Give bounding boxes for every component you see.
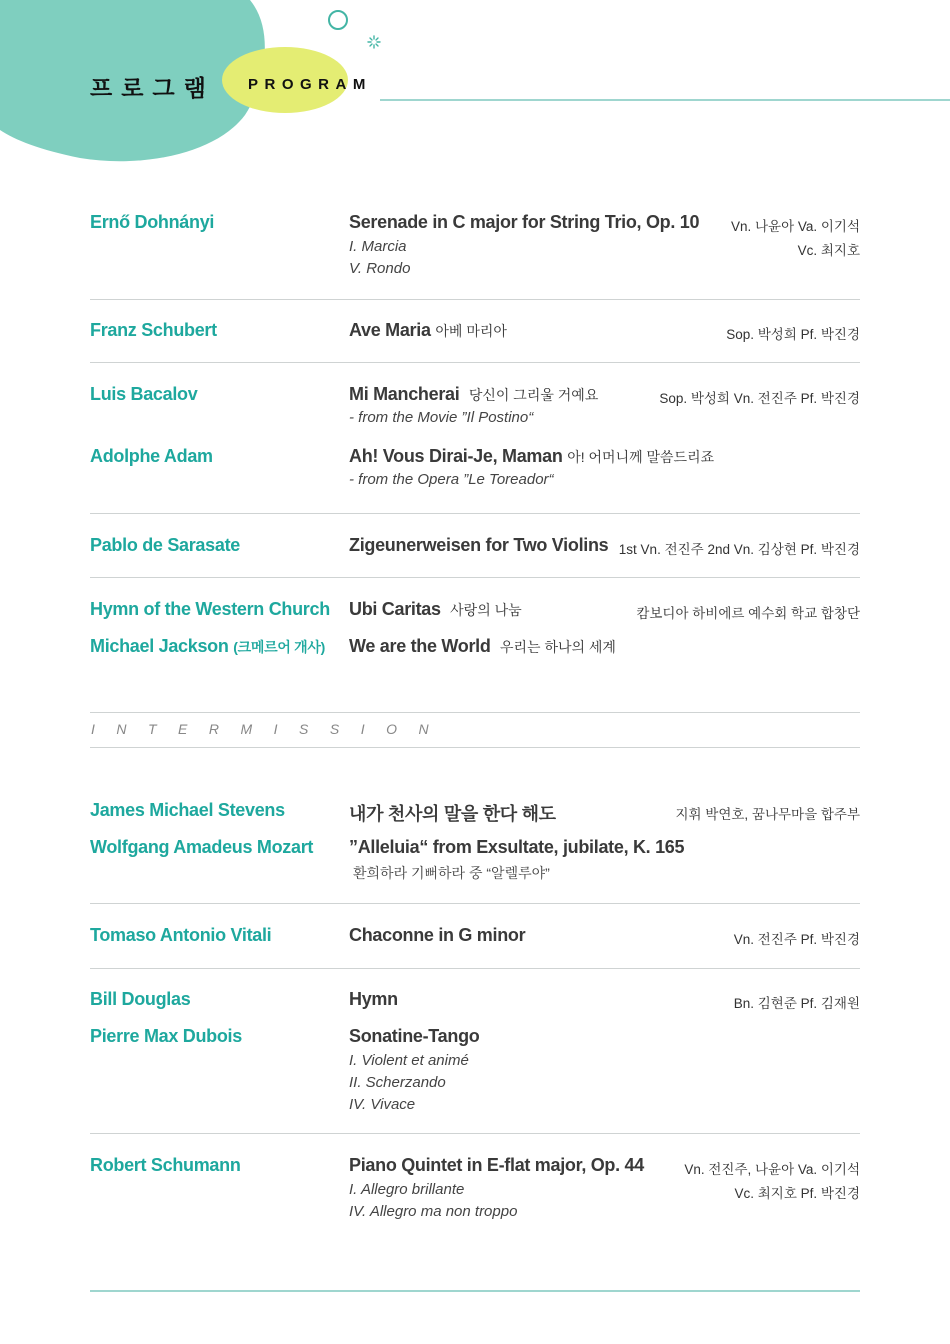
performers: Vn. 전진주 Pf. 박진경 <box>733 932 860 947</box>
intermission-label: INTERMISSION <box>91 721 451 737</box>
composer-name: Ernő Dohnányi <box>90 212 215 232</box>
sparkle-icon <box>368 36 380 48</box>
performers: Vc. 최지호 Pf. 박진경 <box>734 1186 860 1201</box>
performers: Vc. 최지호 <box>797 243 860 258</box>
piece-title <box>349 320 507 341</box>
page-title-english: PROGRAM <box>248 76 372 93</box>
composer-name: James Michael Stevens <box>90 800 285 820</box>
section-divider <box>90 577 860 578</box>
movement: II. Scherzando <box>349 1074 446 1091</box>
section-divider <box>90 903 860 904</box>
performers: 캄보디아 하비에르 예수회 학교 합창단 <box>636 606 860 621</box>
composer-name: Adolphe Adam <box>90 446 213 466</box>
piece-title-korean: 당신이 그리울 거예요 <box>468 387 599 403</box>
piece-subtitle: 환희하라 기뻐하라 중 “알렐루야” <box>353 865 550 881</box>
piece-title-korean: 사랑의 나눔 <box>450 602 522 618</box>
composer-name: Pierre Max Dubois <box>90 1026 242 1046</box>
movement: I. Violent et animé <box>349 1052 469 1069</box>
composer-name <box>90 636 325 657</box>
intermission-bottom-rule <box>90 747 860 748</box>
composer-name: Hymn of the Western Church <box>90 599 330 619</box>
piece-title: ”Alleluia“ from Exsultate, jubilate, K. 165 <box>349 837 685 857</box>
piece-subtitle: - from the Movie ”Il Postino“ <box>349 409 534 426</box>
section-divider <box>90 968 860 969</box>
piece-title-english: We are the World <box>349 636 491 656</box>
composer-name: Franz Schubert <box>90 320 217 340</box>
piece-title <box>349 636 616 657</box>
composer-name: Tomaso Antonio Vitali <box>90 925 272 945</box>
performers: Sop. 박성희 Vn. 전진주 Pf. 박진경 <box>659 391 860 406</box>
movement: I. Allegro brillante <box>349 1181 465 1198</box>
movement: IV. Vivace <box>349 1096 416 1113</box>
section-divider <box>90 1133 860 1134</box>
composer-name: Robert Schumann <box>90 1155 241 1175</box>
performers: Vn. 나윤아 Va. 이기석 <box>730 219 860 234</box>
piece-title <box>349 446 714 467</box>
composer-name: Pablo de Sarasate <box>90 535 240 555</box>
piece-title: 내가 천사의 말을 한다 해도 <box>349 804 556 824</box>
section-divider <box>90 362 860 363</box>
piece-title-english: Ave Maria <box>349 320 431 340</box>
piece-title: Piano Quintet in E-flat major, Op. 44 <box>349 1155 644 1175</box>
piece-title-english: Ubi Caritas <box>349 599 441 619</box>
composer-name: Bill Douglas <box>90 989 191 1009</box>
movement: I. Marcia <box>349 238 407 255</box>
movement: V. Rondo <box>349 260 411 277</box>
piece-title: Chaconne in G minor <box>349 925 526 945</box>
piece-title <box>349 599 522 620</box>
piece-title: Hymn <box>349 989 398 1009</box>
composer-note: (크메르어 개사) <box>233 639 325 655</box>
performers: 1st Vn. 전진주 2nd Vn. 김상현 Pf. 박진경 <box>618 542 860 557</box>
piece-subtitle: - from the Opera ”Le Toreador“ <box>349 471 554 488</box>
composer-name-text: Michael Jackson <box>90 636 229 656</box>
intermission-top-rule <box>90 712 860 713</box>
performers: 지휘 박연호, 꿈나무마을 합주부 <box>675 807 860 822</box>
footer-rule <box>90 1290 860 1292</box>
movement: IV. Allegro ma non troppo <box>349 1203 518 1220</box>
small-circle-shape <box>329 11 347 29</box>
section-divider <box>90 513 860 514</box>
performers: Bn. 김현준 Pf. 김재원 <box>733 996 860 1011</box>
composer-name: Wolfgang Amadeus Mozart <box>90 837 314 857</box>
piece-title-korean: 우리는 하나의 세계 <box>499 639 616 655</box>
piece-title-english: Mi Mancherai <box>349 384 460 404</box>
piece-title-english: Ah! Vous Dirai-Je, Maman <box>349 446 563 466</box>
piece-title: Serenade in C major for String Trio, Op. 10 <box>349 212 700 232</box>
page-title-korean: 프로그램 <box>90 75 215 101</box>
section-divider <box>90 299 860 300</box>
piece-title-korean: 아! 어머니께 말씀드리죠 <box>567 449 715 465</box>
piece-title-korean: 아베 마리아 <box>435 323 507 339</box>
composer-name: Luis Bacalov <box>90 384 198 404</box>
piece-title: Zigeunerweisen for Two Violins <box>349 535 609 555</box>
piece-title <box>349 384 598 405</box>
performers: Sop. 박성희 Pf. 박진경 <box>726 327 860 342</box>
piece-title: Sonatine-Tango <box>349 1026 480 1046</box>
performers: Vn. 전진주, 나윤아 Va. 이기석 <box>684 1162 860 1177</box>
